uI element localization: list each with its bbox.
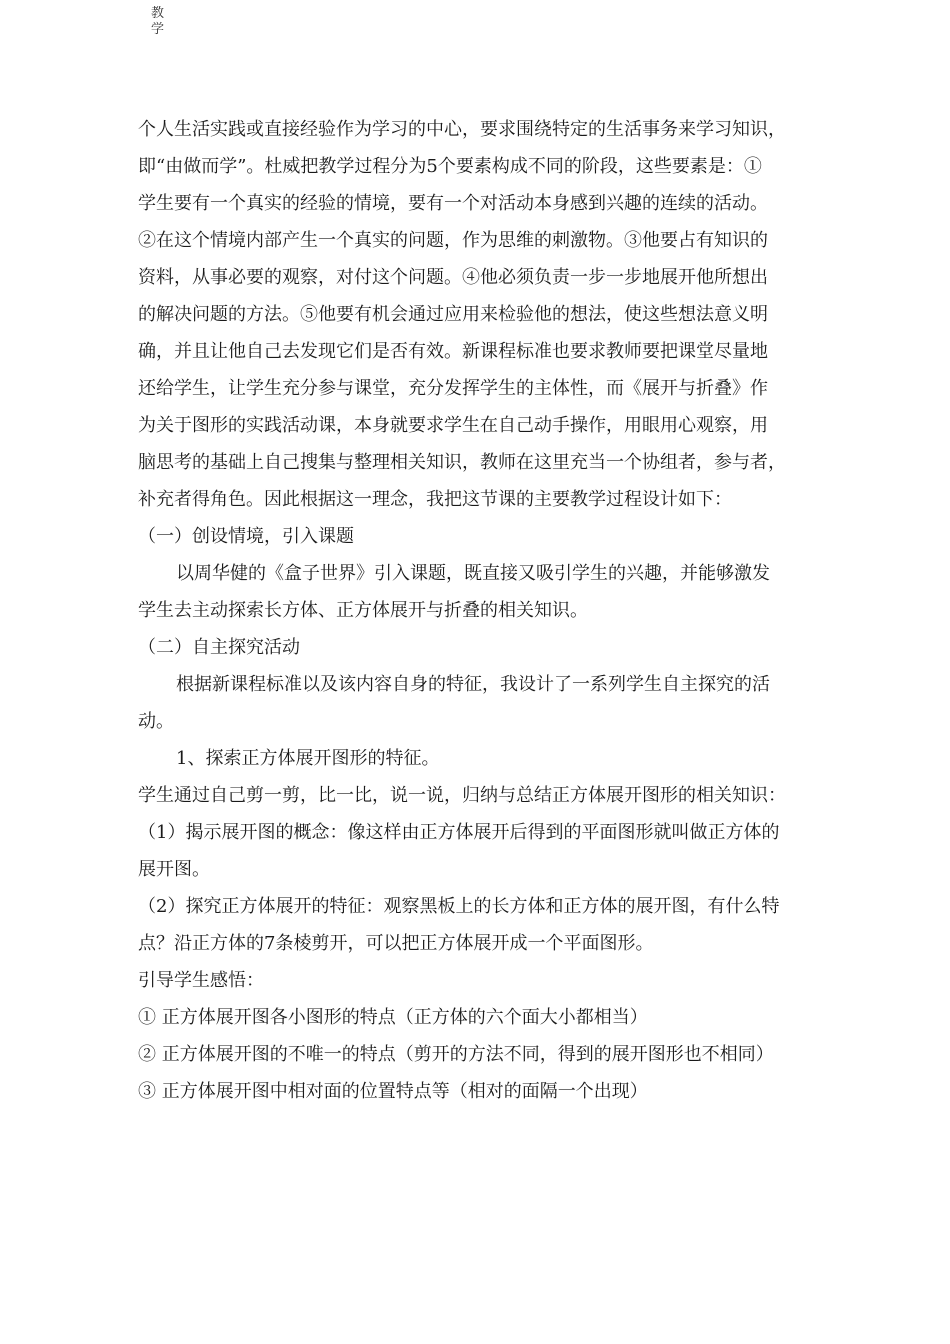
text-line: 确，并且让他自己去发现它们是否有效。新课程标准也要求教师要把课堂尽量地 — [138, 341, 768, 362]
text-line: 的解决问题的方法。⑤他要有机会通过应用来检验他的想法，使这些想法意义明 — [138, 304, 768, 325]
text-line: ① 正方体展开图各小图形的特点（正方体的六个面大小都相当） — [138, 1007, 648, 1028]
header-mark: 教学 — [151, 6, 165, 37]
text-line: 还给学生，让学生充分参与课堂，充分发挥学生的主体性，而《展开与折叠》作 — [138, 378, 768, 399]
text-line: （一）创设情境，引入课题 — [138, 526, 354, 547]
text-line: 补充者得角色。因此根据这一理念，我把这节课的主要教学过程设计如下： — [138, 489, 732, 510]
text-line: 动。 — [138, 711, 174, 732]
text-line: 以周华健的《盒子世界》引入课题，既直接又吸引学生的兴趣，并能够激发 — [176, 563, 770, 584]
text-line: 1、探索正方体展开图形的特征。 — [176, 748, 440, 769]
text-line: ② 正方体展开图的不唯一的特点（剪开的方法不同，得到的展开图形也不相同） — [138, 1044, 774, 1065]
text-line: 学生通过自己剪一剪，比一比，说一说，归纳与总结正方体展开图形的相关知识： — [138, 785, 786, 806]
text-line: 点？沿正方体的7条棱剪开，可以把正方体展开成一个平面图形。 — [138, 933, 654, 954]
text-line: 展开图。 — [138, 859, 210, 880]
text-line: （2）探究正方体展开的特征：观察黑板上的长方体和正方体的展开图，有什么特 — [138, 896, 780, 917]
text-line: （1）揭示展开图的概念：像这样由正方体展开后得到的平面图形就叫做正方体的 — [138, 822, 780, 843]
text-line: 资料，从事必要的观察，对付这个问题。④他必须负责一步一步地展开他所想出 — [138, 267, 768, 288]
text-line: 为关于图形的实践活动课，本身就要求学生在自己动手操作，用眼用心观察，用 — [138, 415, 768, 436]
text-line: 根据新课程标准以及该内容自身的特征，我设计了一系列学生自主探究的活 — [176, 674, 770, 695]
text-line: ③ 正方体展开图中相对面的位置特点等（相对的面隔一个出现） — [138, 1081, 648, 1102]
text-line: 脑思考的基础上自己搜集与整理相关知识，教师在这里充当一个协组者，参与者， — [138, 452, 786, 473]
text-line: 引导学生感悟： — [138, 970, 264, 991]
text-line: 学生去主动探索长方体、正方体展开与折叠的相关知识。 — [138, 600, 588, 621]
text-line: ②在这个情境内部产生一个真实的问题，作为思维的刺激物。③他要占有知识的 — [138, 230, 768, 251]
text-line: 个人生活实践或直接经验作为学习的中心，要求围绕特定的生活事务来学习知识， — [138, 119, 786, 140]
text-line: 学生要有一个真实的经验的情境，要有一个对活动本身感到兴趣的连续的活动。 — [138, 193, 768, 214]
document-body — [138, 111, 823, 1110]
text-line: 即“由做而学”。杜威把教学过程分为5个要素构成不同的阶段，这些要素是：① — [138, 156, 762, 177]
text-line: （二）自主探究活动 — [138, 637, 300, 658]
